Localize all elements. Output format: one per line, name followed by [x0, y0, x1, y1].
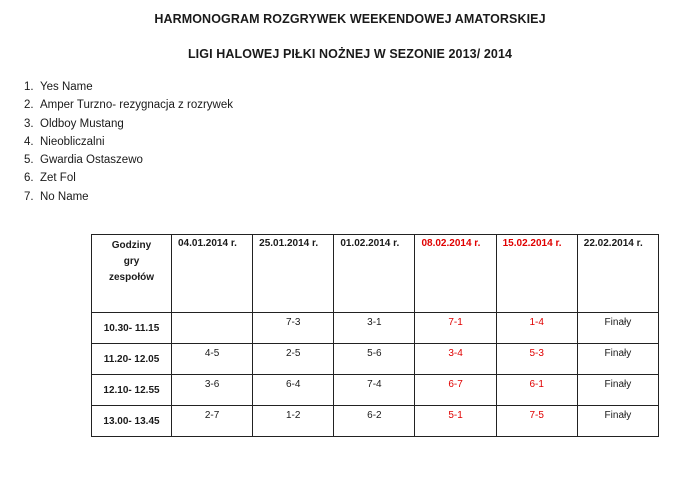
match-cell: 6-2 [334, 406, 415, 437]
match-cell: 3-6 [172, 375, 253, 406]
team-number: 3. [24, 117, 34, 130]
match-cell: 7-5 [496, 406, 577, 437]
team-name: Oldboy Mustang [40, 117, 124, 130]
time-slot: 10.30- 11.15 [92, 313, 172, 344]
team-name: Gwardia Ostaszewo [40, 154, 143, 167]
team-number: 5. [24, 154, 34, 167]
team-name: No Name [40, 190, 89, 203]
match-cell: 7-1 [415, 313, 496, 344]
match-cell: 1-2 [253, 406, 334, 437]
team-name: Yes Name [40, 81, 93, 93]
schedule-row [92, 406, 659, 437]
team-number: 1. [24, 81, 34, 93]
date-column-header: 04.01.2014 r. [172, 235, 253, 313]
time-slot: 12.10- 12.55 [92, 375, 172, 406]
team-list-item [24, 151, 233, 169]
hours-header-line: Godziny [111, 240, 152, 251]
match-cell: Finały [577, 313, 658, 344]
match-cell: 6-7 [415, 375, 496, 406]
date-column-header: 22.02.2014 r. [577, 235, 658, 313]
match-cell: 2-5 [253, 344, 334, 375]
document-title-line-1: HARMONOGRAM ROZGRYWEK WEEKENDOWEJ AMATORSKIEJ [154, 12, 546, 26]
team-list-item [24, 188, 233, 206]
team-number: 6. [24, 172, 34, 185]
schedule-table [91, 234, 659, 437]
match-cell: 6-1 [496, 375, 577, 406]
match-cell: 3-4 [415, 344, 496, 375]
team-list-item [24, 78, 233, 96]
hours-column-header [92, 235, 172, 313]
schedule-row [92, 313, 659, 344]
match-cell: 4-5 [172, 344, 253, 375]
match-cell: 5-6 [334, 344, 415, 375]
team-list-item [24, 96, 233, 114]
match-cell: 7-4 [334, 375, 415, 406]
match-cell: Finały [577, 375, 658, 406]
match-cell: 5-1 [415, 406, 496, 437]
date-column-header: 01.02.2014 r. [334, 235, 415, 313]
team-list-item [24, 115, 233, 133]
date-column-header: 15.02.2014 r. [496, 235, 577, 313]
match-cell: 3-1 [334, 313, 415, 344]
date-column-header: 25.01.2014 r. [253, 235, 334, 313]
team-number: 7. [24, 190, 34, 203]
hours-header-line: gry [123, 256, 140, 267]
team-name: Zet Fol [40, 172, 76, 185]
team-name: Amper Turzno- rezygnacja z rozrywek [40, 99, 234, 112]
match-cell [172, 313, 253, 344]
team-number: 2. [24, 99, 34, 112]
match-cell: 2-7 [172, 406, 253, 437]
schedule-row [92, 344, 659, 375]
team-list [24, 78, 233, 206]
match-cell: 1-4 [496, 313, 577, 344]
match-cell: 6-4 [253, 375, 334, 406]
match-cell: 7-3 [253, 313, 334, 344]
document-title-line-2: LIGI HALOWEJ PIŁKI NOŻNEJ W SEZONIE 2013/ 2014 [187, 47, 513, 61]
team-list-item [24, 133, 233, 151]
team-name: Nieobliczalni [40, 135, 105, 148]
schedule-header-row [92, 235, 659, 313]
match-cell: 5-3 [496, 344, 577, 375]
schedule-row [92, 375, 659, 406]
hours-header-line: zespołów [108, 272, 154, 283]
date-column-header: 08.02.2014 r. [415, 235, 496, 313]
time-slot: 13.00- 13.45 [92, 406, 172, 437]
team-number: 4. [24, 135, 34, 148]
match-cell: Finały [577, 406, 658, 437]
team-list-item [24, 169, 233, 187]
match-cell: Finały [577, 344, 658, 375]
time-slot: 11.20- 12.05 [92, 344, 172, 375]
